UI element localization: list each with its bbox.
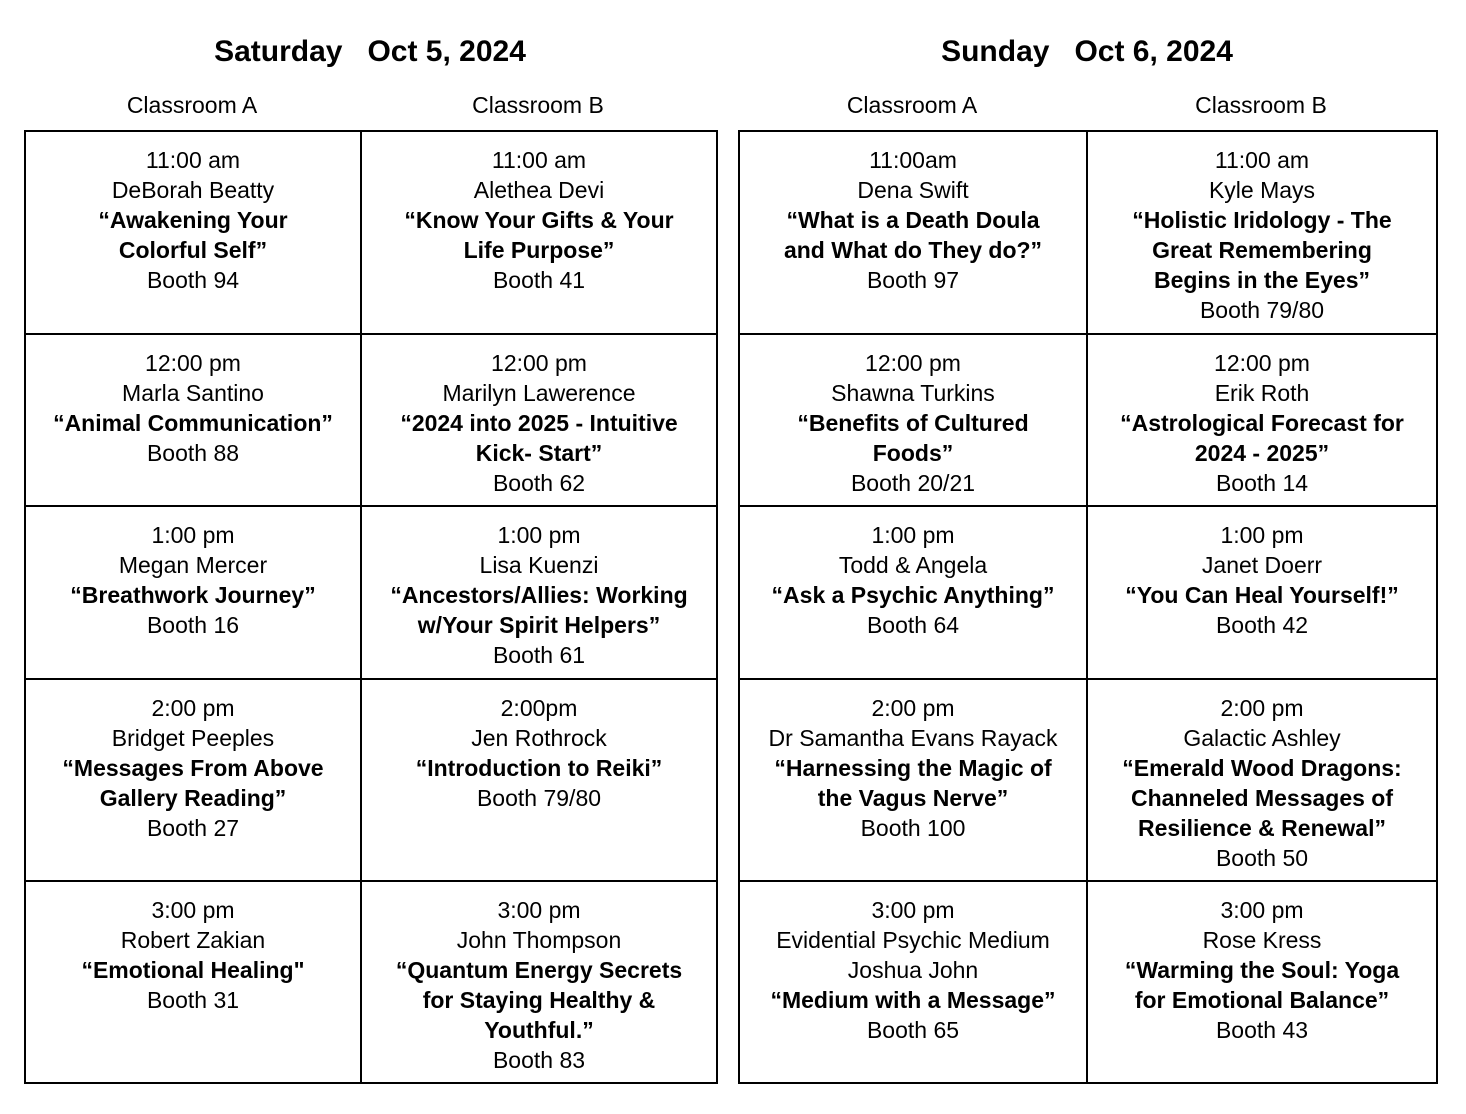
session-time: 3:00 pm — [871, 897, 955, 923]
session-content — [26, 680, 360, 843]
session-time: 1:00 pm — [497, 522, 581, 548]
session-cell — [739, 679, 1087, 881]
session-content — [1088, 507, 1436, 640]
session-content — [26, 335, 360, 468]
saturday-schedule-table — [24, 130, 718, 1084]
session-content — [26, 882, 360, 1015]
session-title: “Holistic Iridology - The Great Remembering Begins in the Eyes” — [1132, 207, 1392, 293]
schedule-row — [739, 334, 1437, 506]
session-speaker: Kyle Mays — [1208, 177, 1316, 203]
session-cell — [25, 334, 361, 506]
schedule-row — [25, 334, 717, 506]
session-title: “Emerald Wood Dragons: Channeled Messages of Resilience & Renewal” — [1122, 755, 1402, 841]
session-title: “Ancestors/Allies: Working w/Your Spirit Helpers” — [390, 582, 688, 638]
session-time: 11:00am — [869, 147, 957, 173]
session-time: 1:00 pm — [1220, 522, 1304, 548]
session-title: “Messages From Above Gallery Reading” — [62, 755, 324, 811]
saturday-schedule-body — [25, 131, 717, 1083]
schedule-row — [739, 679, 1437, 881]
sunday-title: Sunday Oct 6, 2024 — [941, 35, 1233, 68]
session-content — [740, 882, 1086, 1045]
session-booth: Booth 50 — [1215, 845, 1309, 871]
session-time: 1:00 pm — [871, 522, 955, 548]
session-title: “What is a Death Doula and What do They do?” — [783, 207, 1043, 263]
session-booth: Booth 79/80 — [476, 785, 602, 811]
session-speaker: Dr Samantha Evans Rayack — [768, 725, 1058, 751]
session-content — [1088, 882, 1436, 1045]
session-cell — [1087, 506, 1437, 679]
session-booth: Booth 100 — [860, 815, 966, 841]
session-time: 3:00 pm — [497, 897, 581, 923]
session-content — [740, 132, 1086, 295]
session-booth: Booth 16 — [146, 612, 240, 638]
session-title: “Astrological Forecast for 2024 - 2025” — [1120, 410, 1404, 466]
session-cell — [739, 506, 1087, 679]
session-cell — [25, 506, 361, 679]
session-booth: Booth 79/80 — [1199, 297, 1325, 323]
session-booth: Booth 65 — [866, 1017, 960, 1043]
session-speaker: Galactic Ashley — [1183, 725, 1341, 751]
session-cell — [1087, 334, 1437, 506]
session-cell — [25, 131, 361, 334]
session-speaker: Todd & Angela — [838, 552, 988, 578]
session-title: “You Can Heal Yourself!” — [1125, 582, 1399, 608]
session-speaker: Marilyn Lawerence — [442, 380, 636, 406]
session-booth: Booth 83 — [492, 1047, 586, 1073]
session-title: “Know Your Gifts & Your Life Purpose” — [404, 207, 674, 263]
session-time: 2:00pm — [500, 695, 578, 721]
session-content — [362, 680, 716, 813]
session-booth: Booth 20/21 — [850, 470, 976, 496]
session-speaker: Lisa Kuenzi — [479, 552, 599, 578]
session-booth: Booth 43 — [1215, 1017, 1309, 1043]
saturday-title: Saturday Oct 5, 2024 — [214, 35, 526, 68]
session-cell — [361, 679, 717, 881]
schedule-row — [739, 131, 1437, 334]
session-content — [362, 507, 716, 670]
session-cell — [25, 679, 361, 881]
session-time: 3:00 pm — [1220, 897, 1304, 923]
sunday-schedule-body — [739, 131, 1437, 1083]
session-time: 11:00 am — [145, 147, 241, 173]
session-booth: Booth 27 — [146, 815, 240, 841]
session-cell — [739, 881, 1087, 1083]
session-title: “Animal Communication” — [53, 410, 333, 436]
session-speaker: Dena Swift — [857, 177, 969, 203]
session-cell — [1087, 881, 1437, 1083]
session-title: “Benefits of Cultured Foods” — [797, 410, 1029, 466]
schedule-row — [25, 131, 717, 334]
session-content — [1088, 680, 1436, 873]
session-booth: Booth 14 — [1215, 470, 1309, 496]
session-booth: Booth 94 — [146, 267, 240, 293]
session-time: 1:00 pm — [151, 522, 235, 548]
session-content — [362, 335, 716, 498]
session-title: “Breathwork Journey” — [70, 582, 316, 608]
sunday-classroom-a-label: Classroom A — [846, 92, 978, 118]
session-title: “Medium with a Message” — [770, 987, 1056, 1013]
session-speaker: Marla Santino — [122, 380, 264, 406]
session-time: 3:00 pm — [151, 897, 235, 923]
session-time: 11:00 am — [491, 147, 587, 173]
schedule-row — [739, 881, 1437, 1083]
session-time: 2:00 pm — [1220, 695, 1304, 721]
session-time: 12:00 pm — [1214, 350, 1310, 376]
session-time: 12:00 pm — [491, 350, 587, 376]
session-time: 2:00 pm — [151, 695, 235, 721]
session-speaker: Erik Roth — [1214, 380, 1310, 406]
session-content — [26, 507, 360, 640]
session-cell — [25, 881, 361, 1083]
session-booth: Booth 97 — [866, 267, 960, 293]
saturday-classroom-b-label: Classroom B — [472, 92, 604, 118]
session-cell — [1087, 131, 1437, 334]
session-title: “Ask a Psychic Anything” — [771, 582, 1055, 608]
session-content — [362, 132, 716, 295]
session-title: “2024 into 2025 - Intuitive Kick- Start” — [400, 410, 678, 466]
schedule-row — [25, 881, 717, 1083]
session-time: 11:00 am — [1214, 147, 1310, 173]
session-booth: Booth 61 — [492, 642, 586, 668]
session-booth: Booth 64 — [866, 612, 960, 638]
session-cell — [361, 334, 717, 506]
schedule-row — [25, 679, 717, 881]
session-booth: Booth 41 — [492, 267, 586, 293]
session-speaker: Rose Kress — [1202, 927, 1322, 953]
session-content — [740, 680, 1086, 843]
session-title: “Quantum Energy Secrets for Staying Healthy & Youthful.” — [395, 957, 683, 1043]
session-content — [1088, 132, 1436, 325]
session-speaker: Alethea Devi — [473, 177, 605, 203]
session-content — [740, 507, 1086, 640]
session-title: “Introduction to Reiki” — [415, 755, 663, 781]
session-speaker: Evidential Psychic Medium Joshua John — [776, 927, 1050, 983]
session-cell — [739, 131, 1087, 334]
session-speaker: Bridget Peeples — [111, 725, 275, 751]
session-speaker: DeBorah Beatty — [111, 177, 275, 203]
session-cell — [739, 334, 1087, 506]
session-booth: Booth 62 — [492, 470, 586, 496]
session-cell — [1087, 679, 1437, 881]
session-time: 12:00 pm — [145, 350, 241, 376]
session-speaker: Janet Doerr — [1201, 552, 1323, 578]
session-speaker: Robert Zakian — [120, 927, 266, 953]
session-title: “Harnessing the Magic of the Vagus Nerve” — [774, 755, 1052, 811]
session-time: 2:00 pm — [871, 695, 955, 721]
saturday-classroom-a-label: Classroom A — [126, 92, 258, 118]
sunday-classroom-b-label: Classroom B — [1195, 92, 1327, 118]
session-content — [1088, 335, 1436, 498]
session-booth: Booth 31 — [146, 987, 240, 1013]
session-content — [362, 882, 716, 1075]
session-cell — [361, 881, 717, 1083]
session-booth: Booth 88 — [146, 440, 240, 466]
session-time: 12:00 pm — [865, 350, 961, 376]
schedule-row — [25, 506, 717, 679]
session-speaker: Megan Mercer — [118, 552, 268, 578]
schedule-row — [739, 506, 1437, 679]
session-title: “Awakening Your Colorful Self” — [98, 207, 288, 263]
session-title: “Warming the Soul: Yoga for Emotional Balance” — [1124, 957, 1400, 1013]
session-title: “Emotional Healing" — [81, 957, 305, 983]
session-speaker: Jen Rothrock — [471, 725, 607, 751]
session-content — [26, 132, 360, 295]
sunday-schedule-table — [738, 130, 1438, 1084]
session-speaker: John Thompson — [456, 927, 622, 953]
session-cell — [361, 131, 717, 334]
session-booth: Booth 42 — [1215, 612, 1309, 638]
session-speaker: Shawna Turkins — [831, 380, 995, 406]
session-cell — [361, 506, 717, 679]
session-content — [740, 335, 1086, 498]
